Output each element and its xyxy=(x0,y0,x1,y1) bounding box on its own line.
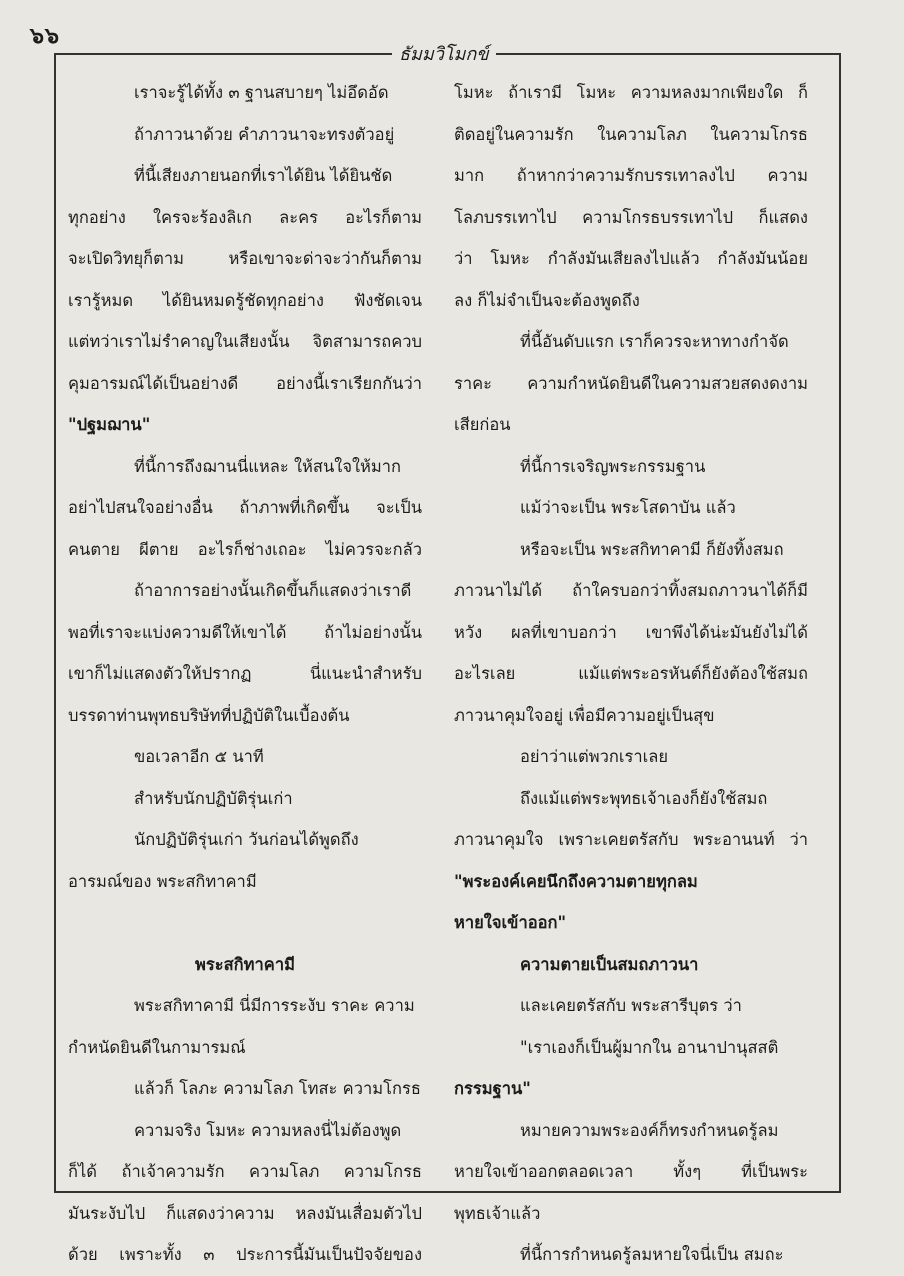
text-line: จะเปิดวิทยุก็ตาม หรือเขาจะด่าจะว่ากันก็ตาม xyxy=(68,249,422,268)
text-line: อะไรเลย แม้แต่พระอรหันต์ก็ยังต้องใช้สมถ xyxy=(454,664,808,683)
text-line: สำหรับนักปฏิบัติรุ่นเก่า xyxy=(134,788,293,808)
text-line: ขอเวลาอีก ๕ นาที xyxy=(134,747,264,766)
text-line: "พระองค์เคยนึกถึงความตายทุกลม xyxy=(454,871,698,891)
page-number: ๖๖ xyxy=(30,24,60,49)
text-line: ถ้าอาการอย่างนั้นเกิดขึ้นก็แสดงว่าเราดี xyxy=(134,581,412,600)
text-line: ภาวนาคุมใจอยู่ เพื่อมีความอยู่เป็นสุข xyxy=(454,705,715,725)
text-line: พุทธเจ้าแล้ว xyxy=(454,1203,541,1223)
text-line: บรรดาท่านพุทธบริษัทที่ปฏิบัติในเบื้องต้น xyxy=(68,705,350,725)
text-line: ที่นี้เสียงภายนอกที่เราได้ยิน ได้ยินชัด xyxy=(134,166,393,185)
text-line: ลง ก็ไม่จำเป็นจะต้องพูดถึง xyxy=(454,290,640,310)
blank-line xyxy=(68,902,422,944)
text-line: มันระงับไป ก็แสดงว่าความ หลงมันเสื่อมตัวไป xyxy=(68,1203,422,1223)
text-line: กรรมฐาน" xyxy=(454,1079,531,1098)
text-line: ว่า โมหะ กำลังมันเสียลงไปแล้ว กำลังมันน้อย xyxy=(454,249,808,268)
text-line: พอที่เราจะแบ่งความดีให้เขาได้ ถ้าไม่อย่างนั้น xyxy=(68,622,422,642)
section-heading: พระสกิทาคามี xyxy=(195,954,295,974)
text-line: ถ้าภาวนาด้วย คำภาวนาจะทรงตัวอยู่ xyxy=(134,124,395,144)
text-line: ที่นี้การเจริญพระกรรมฐาน xyxy=(520,456,706,476)
right-column xyxy=(454,72,808,1276)
text-line: ภาวนาไม่ได้ ถ้าใครบอกว่าทิ้งสมถภาวนาได้ก็มี xyxy=(454,581,808,600)
text-line: อารมณ์ของ พระสกิทาคามี xyxy=(68,871,257,891)
text-line: ราคะ ความกำหนัดยินดีในความสวยสดงดงาม xyxy=(454,373,808,393)
text-line: เราจะรู้ได้ทั้ง ๓ ฐานสบายๆ ไม่อึดอัด xyxy=(134,83,389,102)
text-line: ติดอยู่ในความรัก ในความโลภ ในความโกรธ xyxy=(454,124,808,144)
text-line: ที่นี้อันดับแรก เราก็ควรจะหาทางกำจัด xyxy=(520,332,789,351)
left-column xyxy=(68,72,422,1276)
text-line: หวัง ผลที่เขาบอกว่า เขาพึงได้น่ะมันยังไม่ได้ xyxy=(454,622,808,642)
text-line: หมายความพระองค์ก็ทรงกำหนดรู้ลม xyxy=(520,1120,779,1140)
text-line: โมหะ ถ้าเรามี โมหะ ความหลงมากเพียงใด ก็ xyxy=(454,83,808,102)
text-line: อย่าไปสนใจอย่างอื่น ถ้าภาพที่เกิดขึ้น จะเป็น xyxy=(68,498,422,517)
text-line: หรือจะเป็น พระสกิทาคามี ก็ยังทิ้งสมถ xyxy=(520,539,784,559)
text-line: คนตาย ผีตาย อะไรก็ช่างเถอะ ไม่ควรจะกลัว xyxy=(68,539,422,559)
text-line: "เราเองก็เป็นผู้มากใน อานาปานุสสติ xyxy=(520,1037,779,1057)
text-line: ด้วย เพราะทั้ง ๓ ประการนี้มันเป็นปัจจัยของ xyxy=(68,1245,422,1264)
text-line: ความจริง โมหะ ความหลงนี่ไม่ต้องพูด xyxy=(134,1120,402,1140)
text-line: แต่ทว่าเราไม่รำคาญในเสียงนั้น จิตสามารถควบ xyxy=(68,332,422,351)
text-line: หายใจเข้าออก" xyxy=(454,913,567,932)
text-line: คุมอารมณ์ได้เป็นอย่างดี อย่างนี้เราเรียกกันว่า xyxy=(68,373,422,393)
text-line: ภาวนาคุมใจ เพราะเคยตรัสกับ พระอานนท์ ว่า xyxy=(454,830,808,849)
text-line: โลภบรรเทาไป ความโกรธบรรเทาไป ก็แสดง xyxy=(454,207,808,227)
text-line: "ปฐมฌาน" xyxy=(68,415,151,434)
text-line: ทุกอย่าง ใครจะร้องลิเก ละคร อะไรก็ตาม xyxy=(68,207,422,227)
text-line: ที่นี้การกำหนดรู้ลมหายใจนี่เป็น สมถะ xyxy=(520,1245,784,1264)
running-title: ธัมมวิโมกข์ xyxy=(392,39,496,68)
text-line: เรารู้หมด ได้ยินหมดรู้ชัดทุกอย่าง ฟังชัดเจน xyxy=(68,290,422,310)
text-line: ความตายเป็นสมถภาวนา xyxy=(520,954,699,974)
text-line: กำหนัดยินดีในกามารมณ์ xyxy=(68,1037,246,1057)
text-line: ถึงแม้แต่พระพุทธเจ้าเองก็ยังใช้สมถ xyxy=(520,788,768,808)
text-line: ที่นี้การถึงฌานนี่แหละ ให้สนใจให้มาก xyxy=(134,456,402,476)
text-line: อย่าว่าแต่พวกเราเลย xyxy=(520,747,669,766)
text-line: หายใจเข้าออกตลอดเวลา ทั้งๆ ที่เป็นพระ xyxy=(454,1162,808,1181)
text-line: นักปฏิบัติรุ่นเก่า วันก่อนได้พูดถึง xyxy=(134,830,359,849)
text-line: เสียก่อน xyxy=(454,415,511,434)
text-line: แม้ว่าจะเป็น พระโสดาบัน แล้ว xyxy=(520,498,736,517)
text-line: แล้วก็ โลภะ ความโลภ โทสะ ความโกรธ xyxy=(134,1079,421,1098)
text-line: ก็ได้ ถ้าเจ้าความรัก ความโลภ ความโกรธ xyxy=(68,1162,422,1181)
text-line: พระสกิทาคามี นี่มีการระงับ ราคะ ความ xyxy=(134,996,415,1015)
text-line: มาก ถ้าหากว่าความรักบรรเทาลงไป ความ xyxy=(454,166,808,185)
text-line: เขาก็ไม่แสดงตัวให้ปรากฏ นี่แนะนำสำหรับ xyxy=(68,664,422,683)
text-line: และเคยตรัสกับ พระสารีบุตร ว่า xyxy=(520,996,742,1015)
